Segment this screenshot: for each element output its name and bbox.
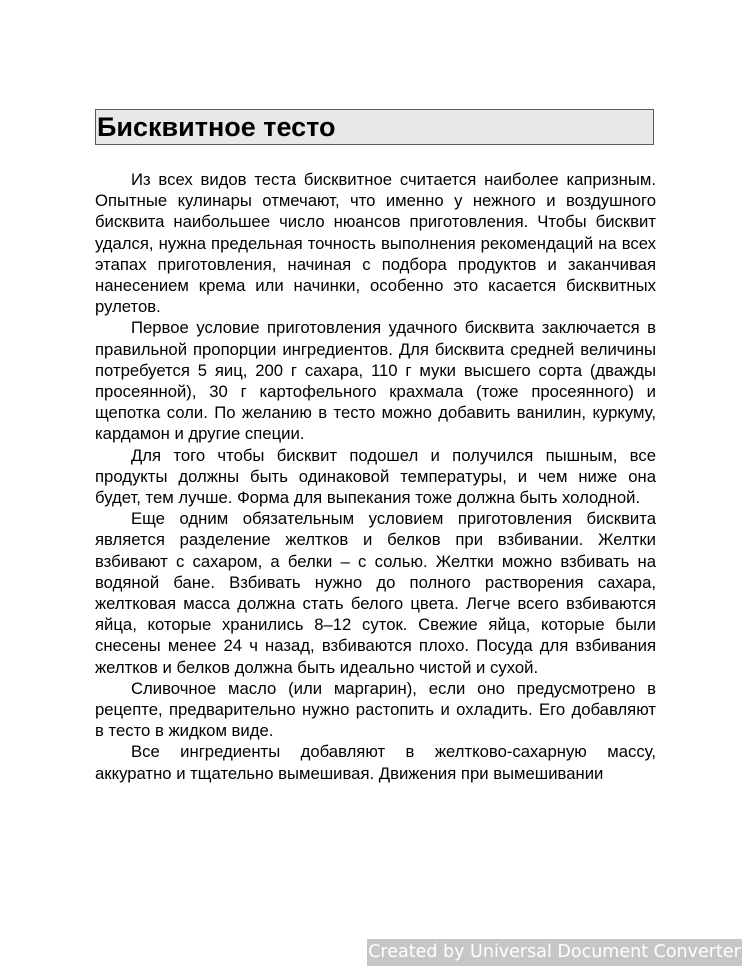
page-title: Бисквитное тесто: [97, 112, 336, 142]
paragraph-1: Из всех видов теста бисквитное считается наиболее капризным. Опытные кулинары отмечают, что именно у нежного и воздушного бисквита наибольшее число нюансов приготовления. Чтобы бисквит удался, нужна предельная точность выполнения рекомендаций на всех этапах приготовления, начиная с подбора продуктов и заканчивая нанесением крема или начинки, особенно это касается бисквитных рулетов.: [95, 170, 656, 317]
paragraph-5: Сливочное масло (или маргарин), если оно предусмотрено в рецепте, предварительно нужно растопить и охладить. Его добавляют в тесто в жидком виде.: [95, 678, 656, 741]
paragraph-4: Еще одним обязательным условием приготовления бисквита является разделение желтков и белков при взбивании. Желтки взбивают с сахаром, а белки – с солью. Желтки можно взбивать на водяной бане. Взбивать нужно до полного растворения сахара, желтковая масса должна стать белого цвета. Легче всего взбиваются яйца, которые хранились 8–12 суток. Свежие яйца, которые были снесены менее 24 ч назад, взбиваются плохо. Посуда для взбивания желтков и белков должна быть идеально чистой и сухой.: [95, 509, 656, 677]
body-text: [95, 169, 656, 784]
converter-watermark: Created by Universal Document Converter: [367, 939, 742, 966]
paragraph-2: Первое условие приготовления удачного бисквита заключается в правильной пропорции ингредиентов. Для бисквита средней величины потребуется 5 яиц, 200 г сахара, 110 г муки высшего сорта (дважды просеянной), 30 г картофельного крахмала (тоже просеянного) и щепотка соли. По желанию в тесто можно добавить ванилин, куркуму, кардамон и другие специи.: [95, 318, 656, 444]
paragraph-6: Все ингредиенты добавляют в желтково-сахарную массу, аккуратно и тщательно вымешивая. Движения при вымешивании: [95, 742, 656, 783]
title-box: [95, 109, 654, 145]
paragraph-3: Для того чтобы бисквит подошел и получился пышным, все продукты должны быть одинаковой температуры, и чем ниже она будет, тем лучше. Форма для выпекания тоже должна быть холодной.: [95, 445, 656, 508]
